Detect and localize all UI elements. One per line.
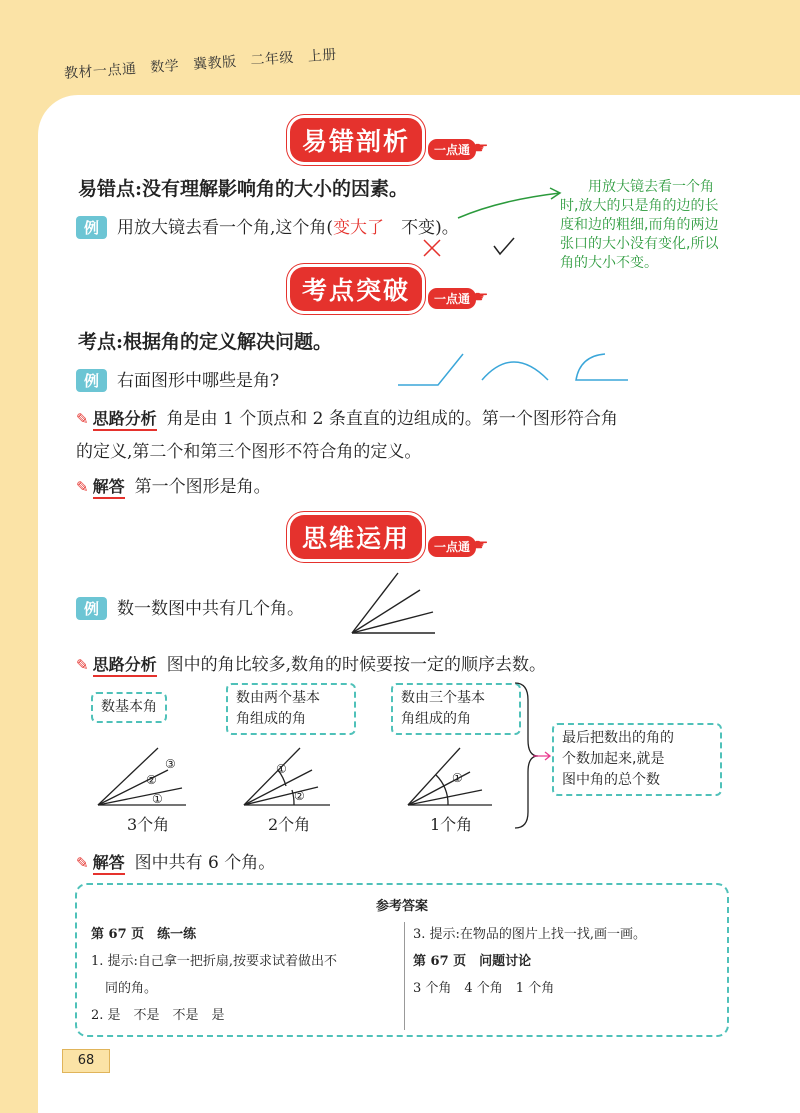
box3-line1: 数由三个基本 (401, 690, 485, 706)
pointing-hand-icon: ☛ (474, 137, 489, 157)
exam-question: 右面图形中哪些是角? (117, 371, 280, 391)
step-box-basic: 数基本角 (91, 692, 167, 723)
summary-arrow (533, 752, 550, 760)
mistake-point: 易错点:没有理解影响角的大小的因素。 (78, 178, 409, 200)
left-head-page: 第 67 页 (91, 927, 145, 942)
pointing-hand-icon: ☛ (474, 534, 489, 554)
left-head-name: 练一练 (157, 927, 197, 942)
mark-1: ① (276, 762, 287, 776)
analysis-line1: 角是由 1 个顶点和 2 条直直的边组成的。第一个图形符合角 (166, 409, 618, 429)
page-number: 68 (62, 1049, 110, 1073)
mistake-note: 用放大镜去看一个角时,放大的只是角的边的长度和边的粗细,而角的两边张口的大小没有变化,所以角的大小不变。 (560, 179, 719, 271)
mark-1: ① (452, 771, 463, 785)
header-edition: 冀教版 (192, 53, 238, 73)
answers-right (413, 921, 646, 1002)
right-head-page: 第 67 页 (413, 954, 467, 969)
banner-title: 易错剖析 (290, 118, 422, 162)
item1-line1: 1. 提示:自己拿一把折扇,按要求试着做出不 (91, 954, 338, 969)
right-answer: 3 个角 4 个角 1 个角 (413, 981, 555, 996)
analysis-label: 思路分析 (93, 406, 157, 431)
header-subject: 数学 (149, 57, 180, 76)
analysis-text: 图中的角比较多,数角的时候要按一定的顺序去数。 (166, 655, 546, 675)
item1-line2: 同的角。 (105, 981, 158, 996)
answer-label: 解答 (93, 850, 125, 875)
banner-tag: 一点通 (428, 288, 476, 309)
analysis-label: 思路分析 (93, 652, 157, 677)
answers-title: 参考答案 (375, 899, 428, 914)
count-3: 1个角 (430, 815, 473, 834)
pencil-icon: ✎ (76, 656, 89, 674)
thinking-question: 数一数图中共有几个角。 (117, 599, 305, 619)
pencil-icon: ✎ (76, 854, 89, 872)
wrong-choice: 变大了 (333, 218, 385, 238)
answer-label: 解答 (93, 474, 125, 499)
banner-tag: 一点通 (428, 536, 476, 557)
box2-line1: 数由两个基本 (236, 690, 320, 706)
example-badge: 例 (76, 216, 107, 239)
summary-line2: 个数加起来,就是 (562, 751, 665, 767)
example-badge: 例 (76, 597, 107, 620)
answers-left (91, 921, 337, 1029)
reference-answers (75, 883, 729, 1037)
example-prefix: 用放大镜去看一个角,这个角( (117, 218, 334, 238)
column-divider (404, 922, 405, 1030)
count-1: 3个角 (127, 815, 170, 834)
thinking-answer (76, 848, 275, 875)
mark-2: ② (146, 773, 157, 787)
pointing-hand-icon: ☛ (474, 286, 489, 306)
header-series: 教材一点通 (63, 60, 137, 82)
pencil-icon: ✎ (76, 478, 89, 496)
mark-2: ② (294, 789, 305, 803)
right-head-name: 问题讨论 (479, 954, 532, 969)
pencil-icon: ✎ (76, 410, 89, 428)
answer-text: 第一个图形是角。 (134, 477, 271, 497)
box3-line2: 角组成的角 (401, 711, 471, 727)
exam-analysis-line2: 的定义,第二个和第三个图形不符合角的定义。 (76, 442, 422, 462)
answer-text: 图中共有 6 个角。 (134, 853, 276, 873)
item2: 2. 是 不是 不是 是 (91, 1008, 225, 1023)
mark-1: ① (152, 792, 163, 806)
banner-title: 思维运用 (290, 515, 422, 559)
example-badge: 例 (76, 369, 107, 392)
summary-line3: 图中角的总个数 (562, 772, 660, 788)
item3: 3. 提示:在物品的图片上找一找,画一画。 (413, 927, 647, 942)
header-volume: 上册 (307, 46, 338, 65)
banner-tag: 一点通 (428, 139, 476, 160)
right-choice: 不变 (401, 218, 436, 238)
exam-point: 考点:根据角的定义解决问题。 (78, 331, 333, 353)
count-2: 2个角 (268, 815, 311, 834)
box2-line2: 角组成的角 (236, 711, 306, 727)
example-suffix: )。 (435, 218, 459, 238)
mark-3: ③ (165, 757, 176, 771)
summary-line1: 最后把数出的角的 (562, 730, 674, 746)
banner-title: 考点突破 (290, 267, 422, 311)
header-grade: 二年级 (249, 49, 295, 69)
